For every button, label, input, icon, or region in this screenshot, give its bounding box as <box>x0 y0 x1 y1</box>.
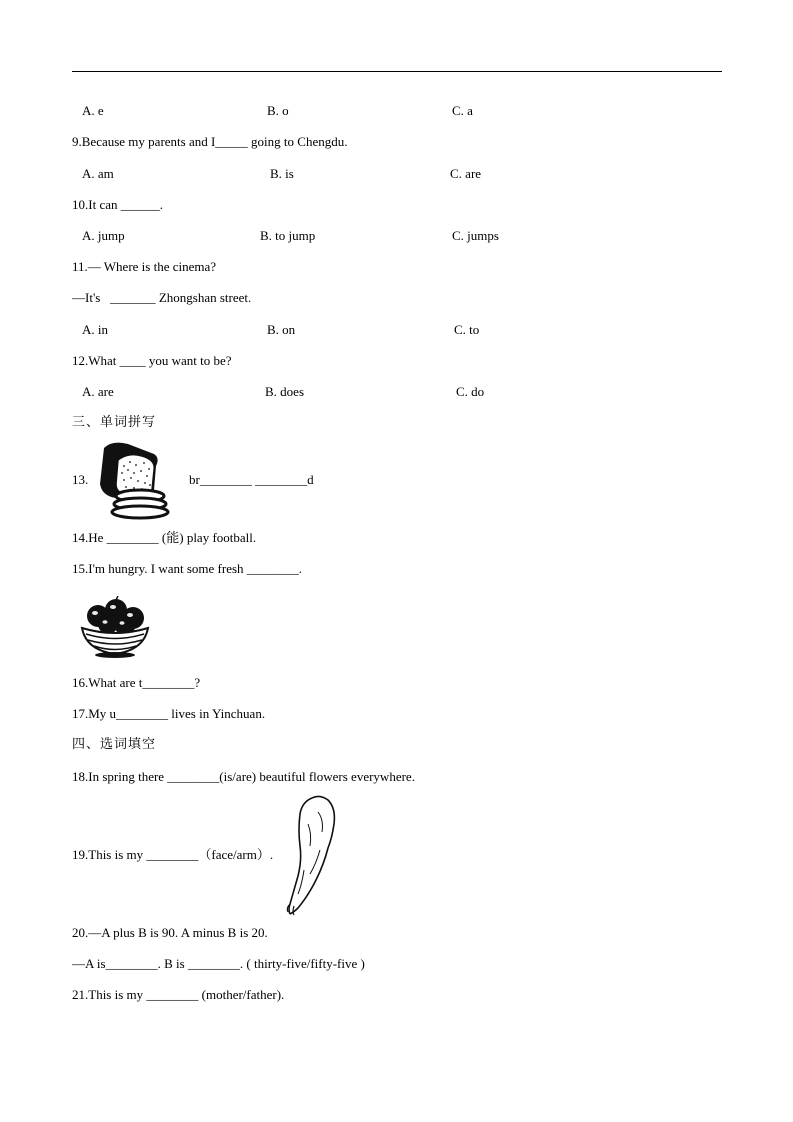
q11-option-a[interactable]: A. in <box>82 322 108 337</box>
arm-icon <box>286 794 346 916</box>
section-heading-word-spelling: 三、单词拼写 <box>72 415 157 430</box>
q10-option-a[interactable]: A. jump <box>82 228 125 243</box>
q17-stem: 17.My u________ lives in Yinchuan. <box>72 706 266 721</box>
q11-option-b[interactable]: B. on <box>267 322 296 337</box>
q21-stem: 21.This is my ________ (mother/father). <box>72 987 285 1002</box>
q8-option-b[interactable]: B. o <box>267 103 289 118</box>
q8-option-a[interactable]: A. e <box>82 103 104 118</box>
q10-stem: 10.It can ______. <box>72 197 163 212</box>
q9-option-c[interactable]: C. are <box>450 166 482 181</box>
q13-prompt: br________ ________d <box>189 472 314 487</box>
q14-stem: 14.He ________ (能) play football. <box>72 530 257 545</box>
section-heading-choose-word: 四、选词填空 <box>72 737 157 752</box>
q9-option-a[interactable]: A. am <box>82 166 114 181</box>
q20-stem-1: 20.—A plus B is 90. A minus B is 20. <box>72 925 268 940</box>
fruit-bowl-icon <box>78 596 152 660</box>
q11-stem-question: 11.— Where is the cinema? <box>72 259 217 274</box>
q9-option-b[interactable]: B. is <box>270 166 294 181</box>
q8-option-c[interactable]: C. a <box>452 103 473 118</box>
q12-option-c[interactable]: C. do <box>456 384 485 399</box>
q18-stem: 18.In spring there ________(is/are) beautiful flowers everywhere. <box>72 769 415 784</box>
q10-option-b[interactable]: B. to jump <box>260 228 316 243</box>
q12-stem: 12.What ____ you want to be? <box>72 353 232 368</box>
q11-stem-answer: —It's _______ Zhongshan street. <box>72 290 252 305</box>
q9-stem: 9.Because my parents and I_____ going to Chengdu. <box>72 134 348 149</box>
q11-option-c[interactable]: C. to <box>454 322 480 337</box>
q16-stem: 16.What are t________? <box>72 675 201 690</box>
q12-option-a[interactable]: A. are <box>82 384 114 399</box>
bread-loaf-icon <box>94 440 170 520</box>
q10-option-c[interactable]: C. jumps <box>452 228 499 243</box>
q19-stem: 19.This is my ________（face/arm）. <box>72 847 274 862</box>
q20-stem-2: —A is________. B is ________. ( thirty-five/fifty-five ) <box>72 956 365 971</box>
header-rule <box>72 71 722 72</box>
q13-number: 13. <box>72 472 89 487</box>
q12-option-b[interactable]: B. does <box>265 384 304 399</box>
q15-stem: 15.I'm hungry. I want some fresh ________. <box>72 561 303 576</box>
